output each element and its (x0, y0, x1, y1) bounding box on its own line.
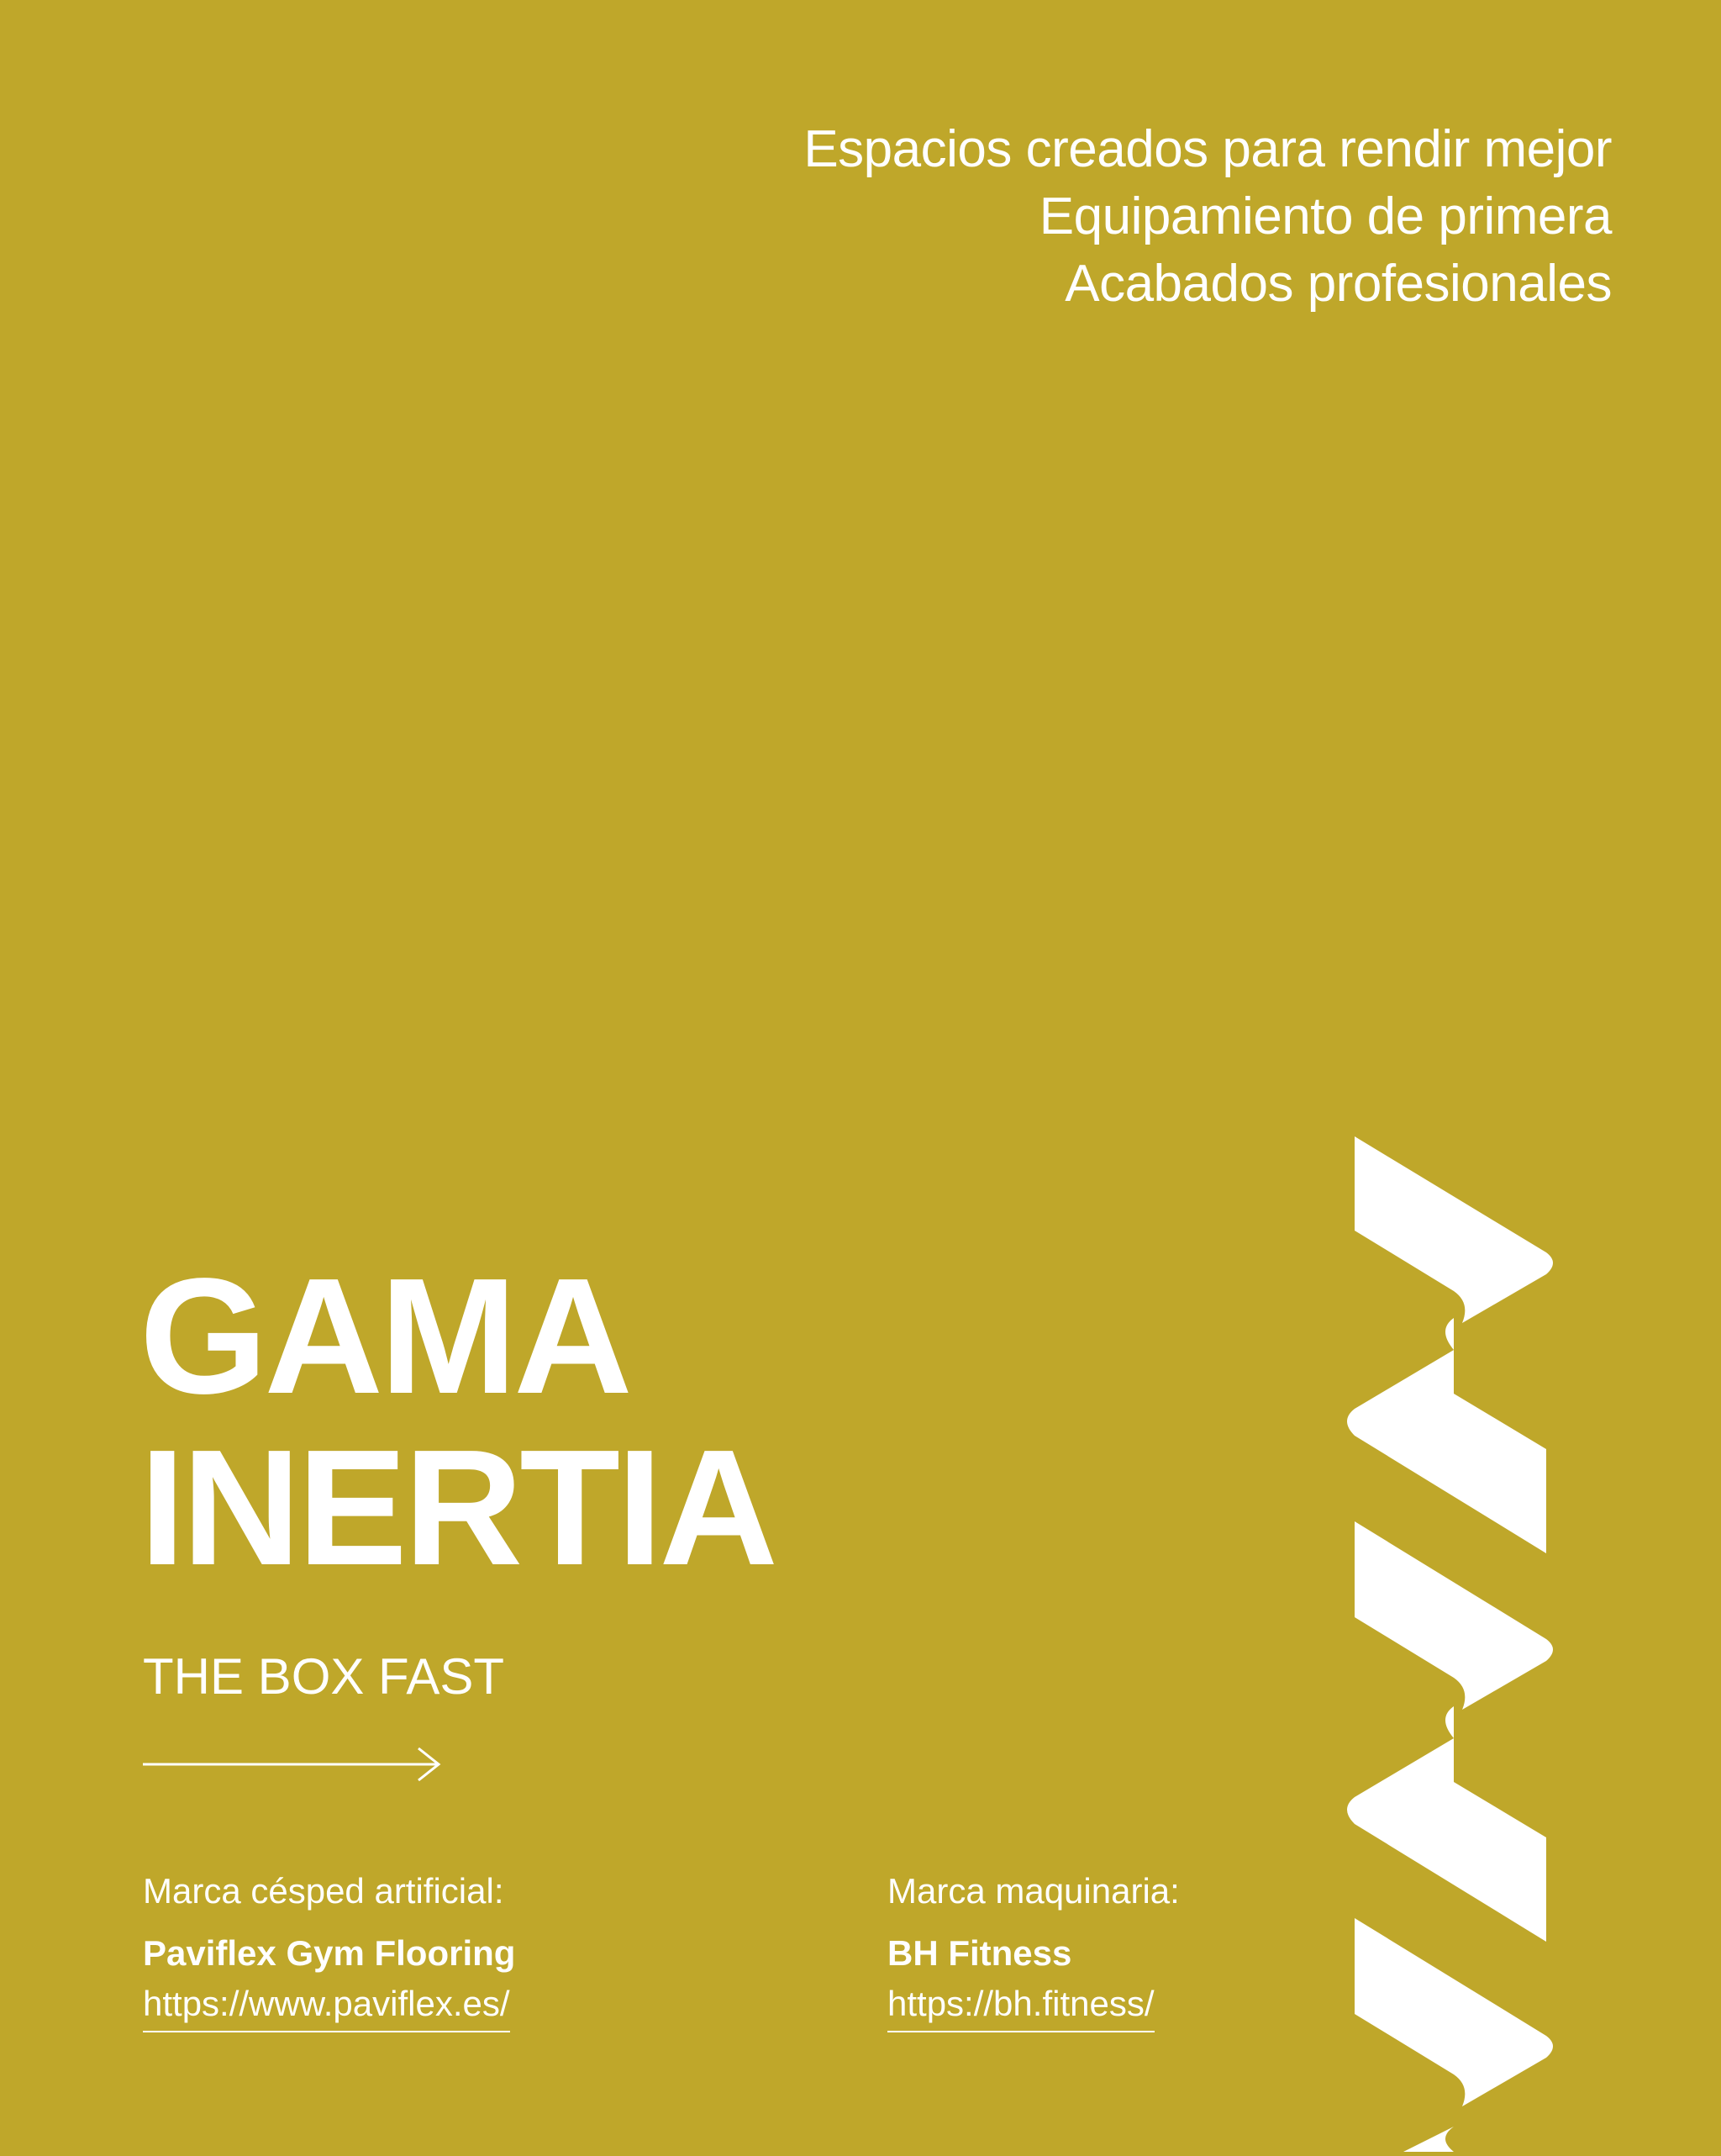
machinery-brand-link[interactable]: https://bh.fitness/ (887, 1980, 1155, 2032)
turf-brand-name: Paviflex Gym Flooring (143, 1933, 516, 1973)
subtitle: THE BOX FAST (143, 1648, 505, 1705)
arrow-right-icon[interactable] (143, 1745, 445, 1784)
tagline-equipment: Equipamiento de primera (1039, 187, 1612, 245)
turf-brand-link[interactable]: https://www.paviflex.es/ (143, 1980, 510, 2032)
title-line-inertia: INERTIA (139, 1415, 775, 1600)
turf-brand-caption: Marca césped artificial: (143, 1871, 504, 1911)
turf-brand-block (143, 1868, 515, 2032)
title-line-gama: GAMA (139, 1244, 629, 1428)
tagline-finishes: Acabados profesionales (1065, 255, 1612, 313)
taglines (803, 116, 1612, 318)
page-title (139, 1244, 775, 1600)
zigzag-chevrons-decoration (1345, 1126, 1563, 2152)
machinery-brand-caption: Marca maquinaria: (887, 1871, 1180, 1911)
machinery-brand-block (887, 1868, 1180, 2032)
machinery-brand-name: BH Fitness (887, 1933, 1072, 1973)
tagline-spaces: Espacios creados para rendir mejor (803, 120, 1612, 178)
